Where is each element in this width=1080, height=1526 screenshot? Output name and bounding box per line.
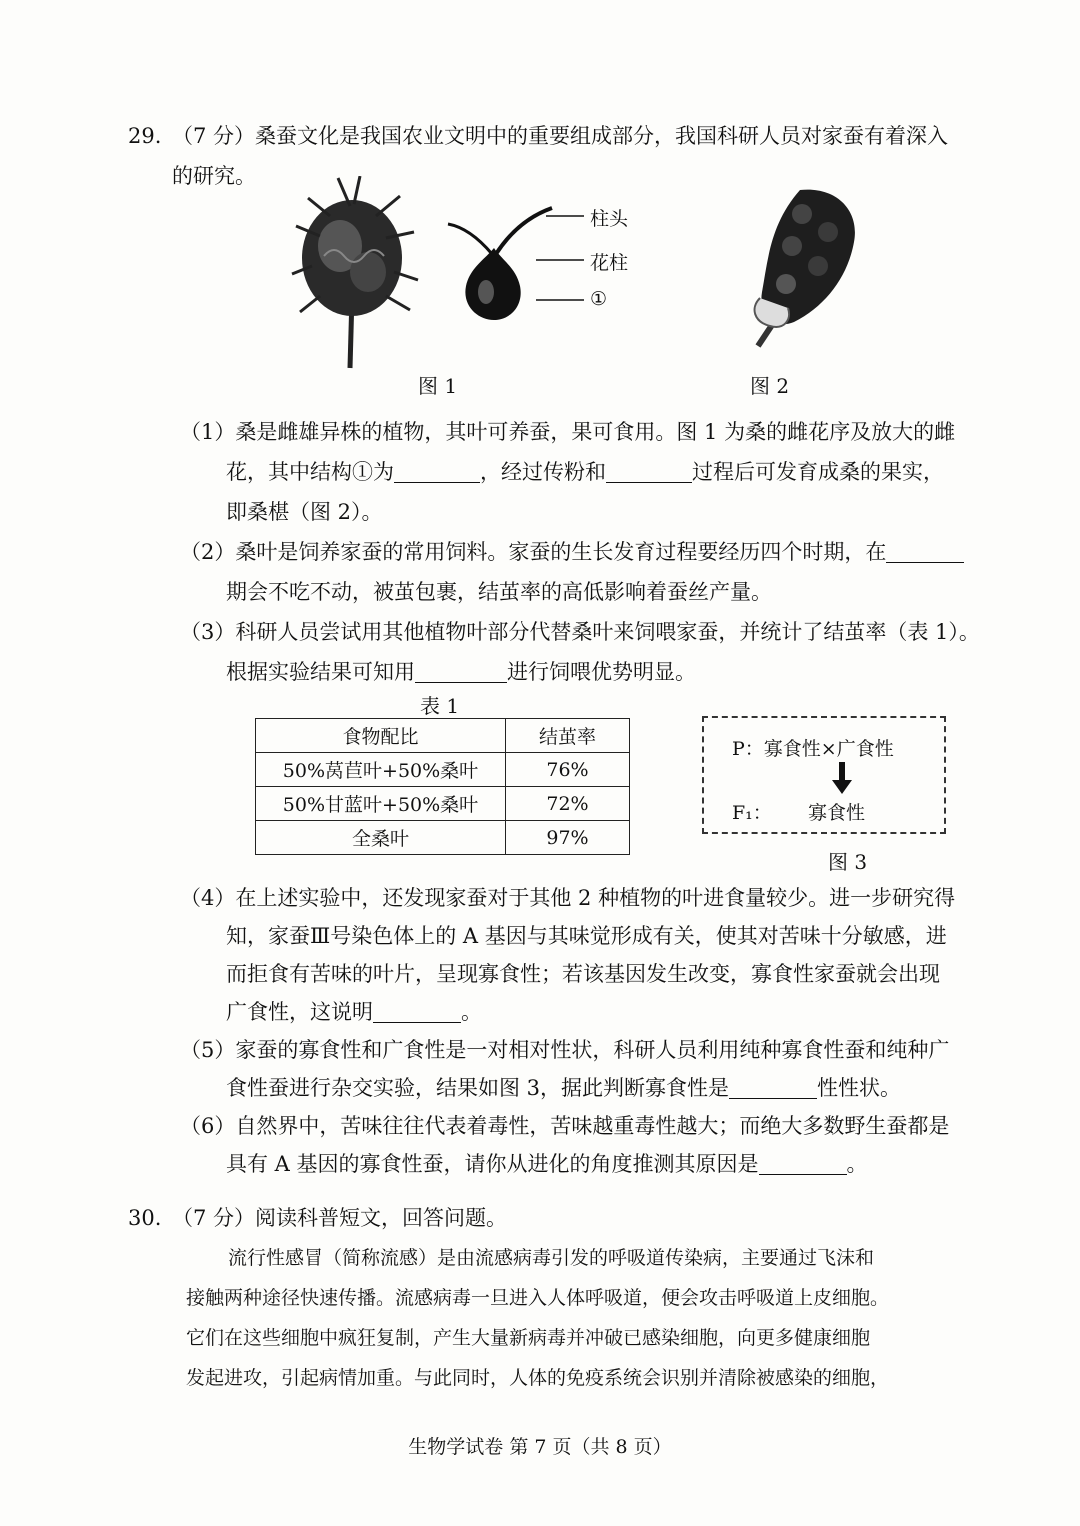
q30-stem: （7 分）阅读科普短文，回答问题。 — [172, 1206, 508, 1230]
q29-stem-line2: 的研究。 — [172, 164, 256, 188]
answer-blank-food[interactable] — [415, 661, 507, 683]
sub6-line1: （6）自然界中，苦味往往代表着毒性，苦味越重毒性越大；而绝大多数野生蚕都是 — [180, 1114, 950, 1138]
q30-passage-line: 接触两种途径快速传播。流感病毒一旦进入人体呼吸道，便会攻击呼吸道上皮细胞。 — [186, 1287, 890, 1309]
sub2-line2: 期会不吃不动，被茧包裹，结茧率的高低影响着蚕丝产量。 — [226, 580, 772, 604]
table1-header-rate: 结茧率 — [506, 719, 630, 753]
stigma-label: 柱头 — [590, 208, 629, 230]
table-row — [256, 787, 630, 821]
sub1-line3: 即桑椹（图 2）。 — [226, 500, 383, 524]
sub1-line2-text-b: ，经过传粉和 — [480, 460, 606, 484]
fig1-caption: 图 1 — [418, 374, 458, 398]
q30-passage-line: 流行性感冒（简称流感）是由流感病毒引发的呼吸道传染病，主要通过飞沫和 — [228, 1247, 875, 1269]
style-label: 花柱 — [590, 252, 629, 274]
sub1-line1: （1）桑是雌雄异株的植物，其叶可养蚕，果可食用。图 1 为桑的雌花序及放大的雌 — [180, 420, 956, 444]
sub1-line2-text-a: 花，其中结构①为 — [226, 460, 394, 484]
female-inflorescence-image — [290, 176, 420, 372]
fig3-parent-line: P：寡食性×广食性 — [732, 738, 894, 760]
answer-blank-structure[interactable] — [394, 461, 480, 483]
sub1-line2-text-c: 过程后可发育成桑的果实， — [692, 460, 944, 484]
q30-passage-line: 发起进攻，引起病情加重。与此同时，人体的免疫系统会识别并清除被感染的细胞， — [186, 1367, 890, 1389]
table1-cell: 全桑叶 — [256, 821, 506, 855]
sub5-line2 — [226, 1074, 901, 1102]
fig3-caption: 图 3 — [828, 850, 868, 874]
table1-cell: 76% — [506, 753, 630, 787]
answer-blank-dominance[interactable] — [729, 1077, 817, 1099]
sub6-line2-text-a: 具有 A 基因的寡食性蚕，请你从进化的角度推测其原因是 — [226, 1152, 759, 1176]
table1-cell: 72% — [506, 787, 630, 821]
sub5-line1: （5）家蚕的寡食性和广食性是一对相对性状，科研人员利用纯种寡食性蚕和纯种广 — [180, 1038, 950, 1062]
table-row — [256, 821, 630, 855]
sub4-line3: 而拒食有苦味的叶片，呈现寡食性；若该基因发生改变，寡食性家蚕就会出现 — [226, 962, 940, 986]
answer-blank-evolution[interactable] — [759, 1153, 847, 1175]
q30-number: 30. — [128, 1206, 162, 1230]
sub4-line2: 知，家蚕Ⅲ号染色体上的 A 基因与其味觉形成有关，使其对苦味十分敏感，进 — [226, 924, 947, 948]
sub4-line4-text-a: 广食性，这说明 — [226, 1000, 373, 1024]
table1-caption: 表 1 — [420, 694, 460, 718]
q29-stem-line1: （7 分）桑蚕文化是我国农业文明中的重要组成部分，我国科研人员对家蚕有着深入 — [172, 124, 949, 148]
sub4-line4-text-b: 。 — [461, 1000, 482, 1024]
sub6-line2-text-b: 。 — [846, 1152, 868, 1176]
fig2-caption: 图 2 — [750, 374, 790, 398]
sub2-line1 — [180, 538, 964, 566]
page-footer: 生物学试卷 第 7 页（共 8 页） — [408, 1436, 672, 1458]
q29-number: 29. — [128, 124, 162, 148]
table1-cell: 50%甘蓝叶+50%桑叶 — [256, 787, 506, 821]
sub3-line2-text-a: 根据实验结果可知用 — [226, 660, 415, 684]
down-arrow-icon — [832, 762, 852, 794]
sub5-line2-text-b: 性性状。 — [817, 1076, 902, 1100]
sub3-line2-text-b: 进行饲喂优势明显。 — [507, 660, 696, 684]
table1-cell: 97% — [506, 821, 630, 855]
table1-header-food: 食物配比 — [256, 719, 506, 753]
sub3-line1: （3）科研人员尝试用其他植物叶部分代替桑叶来饲喂家蚕，并统计了结茧率（表 1）。 — [180, 620, 980, 644]
answer-blank-process[interactable] — [606, 461, 692, 483]
table1-cell: 50%莴苣叶+50%桑叶 — [256, 753, 506, 787]
sub3-line2 — [226, 658, 696, 686]
sub4-line1: （4）在上述实验中，还发现家蚕对于其他 2 种植物的叶进食量较少。进一步研究得 — [180, 886, 956, 910]
ovary-label: ① — [590, 288, 608, 310]
sub1-line2 — [226, 458, 944, 486]
sub4-line4 — [226, 998, 482, 1026]
fig3-f1-label: F₁： — [732, 802, 772, 824]
table-row — [256, 753, 630, 787]
sub2-line1-text: （2）桑叶是饲养家蚕的常用饲料。家蚕的生长发育过程要经历四个时期，在 — [180, 540, 887, 564]
sub6-line2 — [226, 1150, 868, 1178]
answer-blank-stage[interactable] — [886, 541, 964, 563]
answer-blank-explanation[interactable] — [373, 1001, 461, 1023]
fig3-f1-value: 寡食性 — [808, 802, 866, 824]
mulberry-fruit-image — [740, 180, 862, 350]
fig3-cross-diagram — [702, 716, 946, 834]
sub5-line2-text-a: 食性蚕进行杂交实验，结果如图 3，据此判断寡食性是 — [226, 1076, 730, 1100]
q30-passage-line: 它们在这些细胞中疯狂复制，产生大量新病毒并冲破已感染细胞，向更多健康细胞 — [186, 1327, 871, 1349]
table1 — [255, 718, 630, 855]
flower-leader-lines — [536, 204, 586, 308]
